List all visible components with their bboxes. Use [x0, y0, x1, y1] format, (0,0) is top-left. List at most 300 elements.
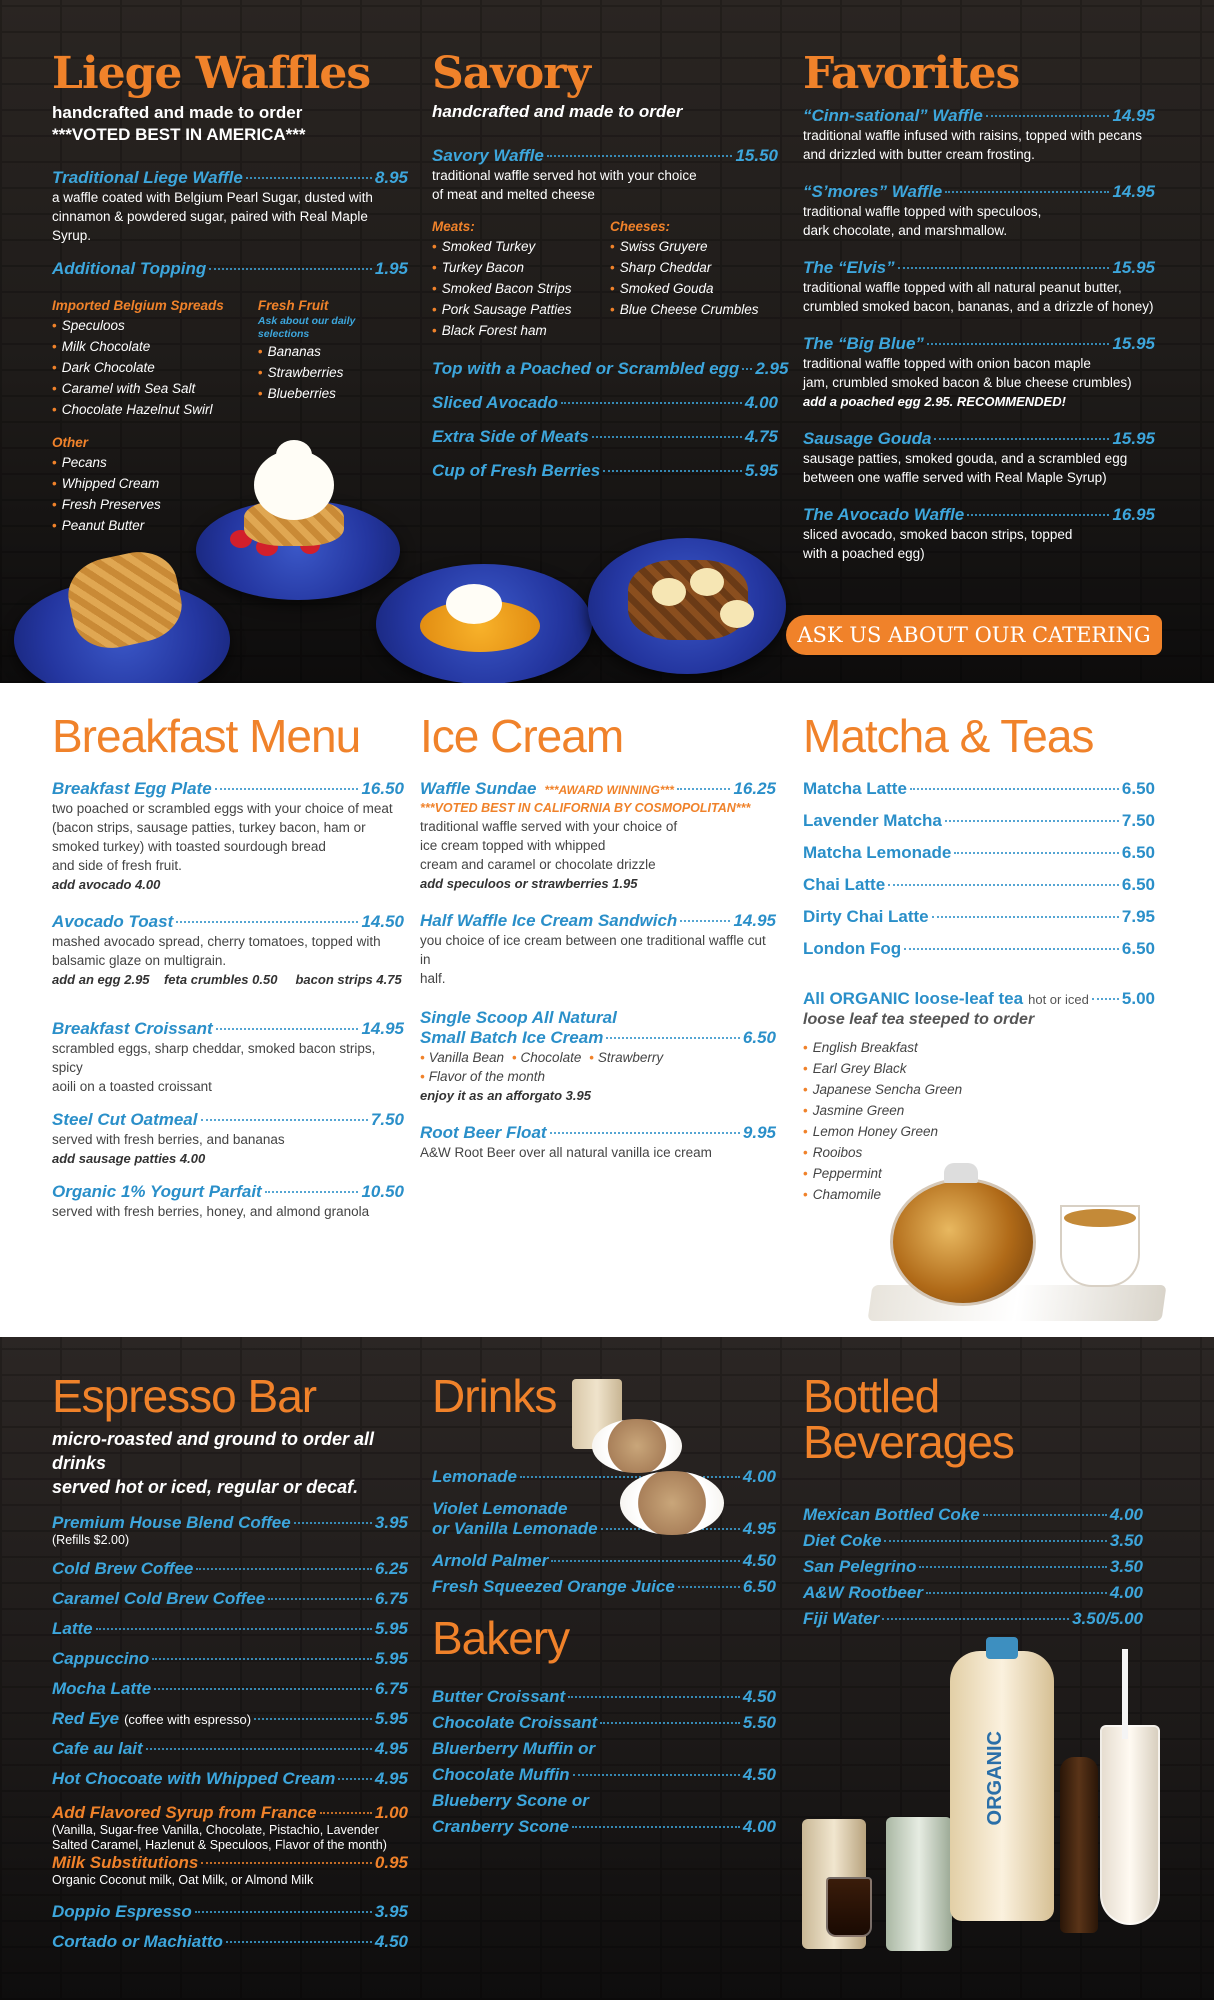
item-price: 4.50 — [742, 1551, 776, 1570]
menu-item-blueberry-scone[interactable] — [432, 1791, 776, 1811]
item-price: 14.50 — [361, 912, 404, 931]
menu-item-lemonade[interactable] — [432, 1467, 776, 1487]
menu-item-fiji-water[interactable] — [803, 1609, 1143, 1629]
organic-subtitle: loose leaf tea steeped to order — [803, 1011, 1035, 1028]
top-section — [0, 0, 1214, 683]
item-desc: two poached or scrambled eggs with your choice of meat — [52, 801, 393, 816]
milk-bottle-image — [950, 1651, 1054, 1921]
item-price: 3.95 — [374, 1513, 408, 1532]
item-name: A&W Rootbeer — [803, 1583, 923, 1602]
menu-item-aw-rootbeer[interactable] — [803, 1583, 1143, 1603]
item-desc: and side of fresh fruit. — [52, 858, 182, 873]
item-price: 1.00 — [374, 1803, 408, 1822]
list-item: • Rooibos — [803, 1142, 1155, 1163]
item-desc: Salted Caramel, Hazlenut & Speculoos, Flavor of the month) — [52, 1838, 387, 1852]
item-price: 4.00 — [742, 1467, 776, 1486]
breakfast-section — [52, 710, 404, 1221]
item-desc: A&W Root Beer over all natural vanilla ice cream — [420, 1145, 712, 1160]
item-desc: traditional waffle topped with speculoos, — [803, 204, 1042, 219]
flavor-month: • Flavor of the month — [420, 1069, 546, 1084]
menu-item-chocolate-muffin[interactable] — [432, 1765, 776, 1785]
menu-item-arnold-palmer[interactable] — [432, 1551, 776, 1571]
item-suffix: hot or iced — [1028, 992, 1089, 1007]
menu-item-ice-cream-sandwich[interactable] — [420, 911, 776, 931]
list-item: • Chamomile — [803, 1184, 1155, 1205]
other-title: Other — [52, 435, 89, 450]
item-name: The Avocado Waffle — [803, 505, 965, 524]
item-desc: and drizzled with butter cream frosting. — [803, 147, 1035, 162]
item-name: Extra Side of Meats — [432, 427, 589, 446]
item-desc: aoili on a toasted croissant — [52, 1079, 212, 1094]
item-name: Organic 1% Yogurt Parfait — [52, 1182, 262, 1201]
list-item: • Pork Sausage Patties — [432, 299, 610, 320]
fruit-list — [258, 341, 408, 404]
coffee-cup-image — [592, 1419, 682, 1473]
matcha-section — [803, 710, 1155, 1205]
menu-item-flavored-syrup[interactable] — [52, 1803, 408, 1823]
item-price: 15.95 — [1112, 258, 1155, 277]
item-name: Top with a Poached or Scrambled egg — [432, 359, 740, 378]
item-desc: between one waffle served with Real Maple Syrup) — [803, 470, 1107, 485]
item-name: Breakfast Egg Plate — [52, 779, 212, 798]
item-price: 15.50 — [735, 146, 778, 165]
item-desc: (Vanilla, Sugar-free Vanilla, Chocolate, Pistachio, Lavender — [52, 1823, 379, 1837]
item-name: Half Waffle Ice Cream Sandwich — [420, 911, 678, 930]
menu-item-meats[interactable] — [432, 427, 778, 447]
item-note: add a poached egg 2.95. RECOMMENDED! — [803, 394, 1066, 409]
item-name: Fresh Squeezed Orange Juice — [432, 1577, 675, 1596]
item-name: Sausage Gouda — [803, 429, 932, 448]
item-desc: a waffle coated with Belgium Pearl Sugar, dusted with — [52, 190, 373, 205]
item-price: 15.95 — [1112, 334, 1155, 353]
menu-item-orange-juice[interactable] — [432, 1577, 776, 1597]
meats-list — [432, 236, 610, 341]
item-price: 4.50 — [742, 1765, 776, 1784]
espresso-title: Espresso Bar — [52, 1370, 317, 1422]
bottled-title: Bottled Beverages — [803, 1370, 1014, 1468]
menu-item-egg[interactable] — [432, 359, 789, 379]
menu-item-sausage-gouda[interactable] — [803, 429, 1155, 449]
menu-item-matcha-latte[interactable] — [803, 779, 1155, 799]
item-desc: smoked turkey) with toasted sourdough bread — [52, 839, 326, 854]
list-item: • Jasmine Green — [803, 1100, 1155, 1121]
item-price: 16.50 — [361, 779, 404, 798]
item-extra: (coffee with espresso) — [124, 1712, 252, 1727]
item-desc: cinnamon & powdered sugar, paired with Real Maple Syrup. — [52, 209, 368, 243]
menu-item-oatmeal[interactable] — [52, 1110, 404, 1130]
item-name: Cafe au lait — [52, 1739, 143, 1758]
list-item: • Turkey Bacon — [432, 257, 610, 278]
milkshake-image — [1100, 1725, 1160, 1925]
item-price: 5.00 — [1121, 989, 1155, 1008]
item-price: 14.95 — [1112, 182, 1155, 201]
item-price: 3.50 — [1109, 1557, 1143, 1576]
item-name: The “Elvis” — [803, 258, 895, 277]
item-name: Additional Topping — [52, 259, 207, 278]
item-price: 7.50 — [370, 1110, 404, 1129]
list-item: • Sharp Cheddar — [610, 257, 759, 278]
menu-item-cinnsational[interactable] — [803, 106, 1155, 126]
item-price: 4.75 — [744, 427, 778, 446]
item-desc: crumbled smoked bacon, bananas, and a drizzle of honey) — [803, 299, 1154, 314]
item-name: Mexican Bottled Coke — [803, 1505, 980, 1524]
bottled-section — [803, 1370, 1143, 1629]
item-name: Bluerberry Muffin or — [432, 1739, 596, 1758]
list-item: • Japanese Sencha Green — [803, 1079, 1155, 1100]
menu-item-cortado[interactable] — [52, 1932, 408, 1952]
item-name: Root Beer Float — [420, 1123, 547, 1142]
menu-item-milk-substitutions[interactable] — [52, 1853, 408, 1873]
middle-section — [0, 683, 1214, 1337]
spreads-list — [52, 315, 246, 420]
item-name: or Vanilla Lemonade — [432, 1519, 598, 1538]
menu-item-house-blend[interactable] — [52, 1513, 408, 1533]
flavor: Strawberry — [597, 1050, 664, 1065]
item-name: All ORGANIC loose-leaf tea — [803, 989, 1024, 1008]
menu-item-red-eye[interactable] — [52, 1709, 408, 1729]
item-desc: traditional waffle infused with raisins, topped with pecans — [803, 128, 1142, 143]
menu-item-caramel-cold-brew[interactable] — [52, 1589, 408, 1609]
item-desc: mashed avocado spread, cherry tomatoes, topped with — [52, 934, 381, 949]
bottle-label: ORGANIC — [984, 1731, 1006, 1826]
item-price: 6.50 — [742, 1577, 776, 1596]
item-note: (Refills $2.00) — [52, 1533, 130, 1547]
list-item: • Blueberries — [258, 383, 408, 404]
item-price: 4.00 — [1109, 1505, 1143, 1524]
list-item: • Smoked Bacon Strips — [432, 278, 610, 299]
glass-image — [826, 1877, 872, 1937]
list-item: • Dark Chocolate — [52, 357, 246, 378]
list-item: • Milk Chocolate — [52, 336, 246, 357]
meats-title: Meats: — [432, 219, 475, 234]
item-name: Matcha Lemonade — [803, 843, 952, 862]
item-name: Fiji Water — [803, 1609, 880, 1628]
item-name: Cranberry Scone — [432, 1817, 569, 1836]
menu-item-london-fog[interactable] — [803, 939, 1155, 959]
menu-item-small-batch[interactable] — [420, 1028, 776, 1048]
item-price: 3.50 — [1109, 1531, 1143, 1550]
list-item: • Whipped Cream — [52, 473, 408, 494]
item-name: Dirty Chai Latte — [803, 907, 929, 926]
item-price: 7.95 — [1121, 907, 1155, 926]
item-price: 6.75 — [374, 1589, 408, 1608]
item-name: Sliced Avocado — [432, 393, 558, 412]
item-name: Caramel Cold Brew Coffee — [52, 1589, 266, 1608]
menu-item-cranberry-scone[interactable] — [432, 1817, 776, 1837]
menu-item-latte[interactable] — [52, 1619, 408, 1639]
list-item: • Peppermint — [803, 1163, 1155, 1184]
item-name: Single Scoop All Natural — [420, 1008, 617, 1027]
menu-item-cold-brew[interactable] — [52, 1559, 408, 1579]
espresso-section — [52, 1370, 408, 1952]
liege-subtitle: handcrafted and made to order — [52, 103, 303, 122]
menu-item-violet-lemonade[interactable] — [432, 1499, 776, 1519]
item-price: 5.95 — [744, 461, 778, 480]
item-name: Blueberry Scone or — [432, 1791, 589, 1810]
menu-item-avocado[interactable] — [432, 393, 778, 413]
savory-section — [432, 48, 789, 481]
item-desc: balsamic glaze on multigrain. — [52, 953, 227, 968]
item-price: 3.95 — [374, 1902, 408, 1921]
item-desc: cream and caramel or chocolate drizzle — [420, 857, 656, 872]
item-price: 4.95 — [374, 1769, 408, 1788]
list-item: • Black Forest ham — [432, 320, 610, 341]
fruit-title: Fresh Fruit — [257, 298, 329, 313]
espresso-subtitle-2: served hot or iced, regular or decaf. — [52, 1477, 359, 1497]
fruit-note: Ask about our daily selections — [257, 315, 356, 340]
item-price: 5.95 — [374, 1649, 408, 1668]
item-desc: traditional waffle served hot with your choice — [432, 168, 697, 183]
menu-item-doppio[interactable] — [52, 1902, 408, 1922]
list-item: • Lemon Honey Green — [803, 1121, 1155, 1142]
item-desc: sliced avocado, smoked bacon strips, topped — [803, 527, 1073, 542]
menu-item-avocado-waffle[interactable] — [803, 505, 1155, 525]
item-desc: dark chocolate, and marshmallow. — [803, 223, 1008, 238]
item-desc: traditional waffle served with your choice of — [420, 819, 678, 834]
item-name: San Pelegrino — [803, 1557, 917, 1576]
item-desc: you choice of ice cream between one traditional waffle cut in — [420, 933, 766, 967]
item-price: 5.95 — [374, 1619, 408, 1638]
menu-item-san-pelegrino[interactable] — [803, 1557, 1143, 1577]
item-name: Cappuccino — [52, 1649, 150, 1668]
menu-item-dirty-chai[interactable] — [803, 907, 1155, 927]
list-item: • Caramel with Sea Salt — [52, 378, 246, 399]
menu-item-hot-chocolate[interactable] — [52, 1769, 408, 1789]
item-price: 10.50 — [361, 1182, 404, 1201]
item-name: Cup of Fresh Berries — [432, 461, 601, 480]
menu-item-cafe-au-lait[interactable] — [52, 1739, 408, 1759]
liege-title: Liege Waffles — [52, 48, 371, 99]
item-desc: of meat and melted cheese — [432, 187, 595, 202]
list-item: • Fresh Preserves — [52, 494, 408, 515]
list-item: • Chocolate Hazelnut Swirl — [52, 399, 246, 420]
menu-item-croissant[interactable] — [52, 1019, 404, 1039]
savory-title: Savory — [432, 48, 590, 99]
item-desc: jam, crumbled smoked bacon & blue cheese crumbles) — [803, 375, 1132, 390]
item-note: add sausage patties 4.00 — [52, 1151, 206, 1166]
flavor: Vanilla Bean — [428, 1050, 505, 1065]
matcha-title: Matcha & Teas — [803, 710, 1094, 762]
icecream-section — [420, 710, 776, 1162]
list-item: • Earl Grey Black — [803, 1058, 1155, 1079]
list-item: • Peanut Butter — [52, 515, 408, 536]
item-name: Violet Lemonade — [432, 1499, 568, 1518]
menu-item-diet-coke[interactable] — [803, 1531, 1143, 1551]
menu-item-avocado-toast[interactable] — [52, 912, 404, 932]
item-name: Diet Coke — [803, 1531, 882, 1550]
item-price: 16.25 — [733, 779, 776, 798]
cheeses-title: Cheeses: — [610, 219, 671, 234]
item-desc: with a poached egg) — [803, 546, 925, 561]
breakfast-title: Breakfast Menu — [52, 710, 361, 762]
item-name: The “Big Blue” — [803, 334, 924, 353]
item-name: Chai Latte — [803, 875, 886, 894]
item-name: Mocha Latte — [52, 1679, 152, 1698]
menu-item-lavender-matcha[interactable] — [803, 811, 1155, 831]
item-price: 6.50 — [1121, 779, 1155, 798]
menu-item-butter-croissant[interactable] — [432, 1687, 776, 1707]
menu-item-single-scoop[interactable] — [420, 1008, 776, 1028]
item-price: 5.95 — [374, 1709, 408, 1728]
item-desc: half. — [420, 971, 446, 986]
menu-item-vanilla-lemonade[interactable] — [432, 1519, 776, 1539]
menu-item-egg-plate[interactable] — [52, 779, 404, 799]
item-name: Lemonade — [432, 1467, 518, 1486]
list-item: • English Breakfast — [803, 1037, 1155, 1058]
tin-image — [886, 1817, 952, 1951]
item-price: 4.00 — [744, 393, 778, 412]
item-name: Lavender Matcha — [803, 811, 942, 830]
item-desc: scrambled eggs, sharp cheddar, smoked bacon strips, spicy — [52, 1041, 376, 1075]
bottle-cap — [986, 1637, 1018, 1659]
item-name: Avocado Toast — [52, 912, 174, 931]
straw-image — [1122, 1649, 1128, 1739]
item-price: 7.50 — [1121, 811, 1155, 830]
beer-bottle-image — [1060, 1757, 1098, 1933]
menu-item-matcha-lemonade[interactable] — [803, 843, 1155, 863]
voted-badge: ***VOTED BEST IN CALIFORNIA BY COSMOPOLITAN*** — [420, 801, 751, 815]
item-name: Latte — [52, 1619, 93, 1638]
menu-item-blueberry-muffin[interactable] — [432, 1739, 776, 1759]
item-price: 8.95 — [374, 168, 408, 187]
bakery-title: Bakery — [432, 1612, 570, 1664]
list-item: • Bananas — [258, 341, 408, 362]
item-name: Milk Substitutions — [52, 1853, 199, 1872]
liege-waffles-section — [52, 48, 408, 536]
favorites-section — [803, 48, 1155, 563]
menu-item-mocha-latte[interactable] — [52, 1679, 408, 1699]
cheeses-list — [610, 236, 759, 320]
item-price: 15.95 — [1112, 429, 1155, 448]
flavor: Chocolate — [520, 1050, 582, 1065]
item-price: 6.50 — [742, 1028, 776, 1047]
item-desc: ice cream topped with whipped — [420, 838, 606, 853]
item-name: Waffle Sundae — [420, 779, 537, 798]
item-name: “S’mores” Waffle — [803, 182, 943, 201]
award-badge: ***AWARD WINNING*** — [544, 783, 674, 797]
item-note: add speculoos or strawberries 1.95 — [420, 876, 638, 891]
item-desc: traditional waffle topped with onion bacon maple — [803, 356, 1091, 371]
list-item: • Smoked Gouda — [610, 278, 759, 299]
item-price: 16.95 — [1112, 505, 1155, 524]
espresso-subtitle: micro-roasted and ground to order all drinks — [52, 1429, 375, 1473]
item-desc: served with fresh berries, honey, and almond granola — [52, 1204, 370, 1219]
item-name: Premium House Blend Coffee — [52, 1513, 291, 1532]
item-name: Hot Chocoate with Whipped Cream — [52, 1769, 336, 1788]
item-price: 6.25 — [374, 1559, 408, 1578]
item-desc: Organic Coconut milk, Oat Milk, or Almond Milk — [52, 1873, 314, 1887]
item-note: enjoy it as an afforgato 3.95 — [420, 1088, 591, 1103]
favorites-title: Favorites — [803, 48, 1020, 99]
item-price: 14.95 — [733, 911, 776, 930]
item-desc: served with fresh berries, and bananas — [52, 1132, 285, 1147]
menu-item-organic-tea[interactable] — [803, 989, 1155, 1009]
item-price: 14.95 — [1112, 106, 1155, 125]
item-name: Arnold Palmer — [432, 1551, 549, 1570]
liege-voted: ***VOTED BEST IN AMERICA*** — [52, 125, 306, 144]
list-item: • Swiss Gruyere — [610, 236, 759, 257]
menu-item-waffle-sundae[interactable] — [420, 779, 776, 799]
menu-item-savory-waffle[interactable] — [432, 146, 778, 166]
item-name: Breakfast Croissant — [52, 1019, 213, 1038]
list-item: • Blue Cheese Crumbles — [610, 299, 759, 320]
menu-item-big-blue[interactable] — [803, 334, 1155, 354]
menu-item-chocolate-croissant[interactable] — [432, 1713, 776, 1733]
item-name: Matcha Latte — [803, 779, 907, 798]
item-name: Cold Brew Coffee — [52, 1559, 194, 1578]
item-price: 1.95 — [374, 259, 408, 278]
menu-item-berries[interactable] — [432, 461, 778, 481]
teapot-image — [890, 1178, 1036, 1306]
item-note: add an egg 2.95 feta crumbles 0.50 bacon strips 4.75 — [52, 972, 402, 987]
item-name: Chocolate Muffin — [432, 1765, 570, 1784]
menu-item-parfait[interactable] — [52, 1182, 404, 1202]
item-price: 4.50 — [374, 1932, 408, 1951]
savory-subtitle: handcrafted and made to order — [432, 102, 683, 121]
item-price: 9.95 — [742, 1123, 776, 1142]
item-desc: (bacon strips, sausage patties, turkey bacon, ham or — [52, 820, 366, 835]
item-price: 4.50 — [742, 1687, 776, 1706]
item-name: London Fog — [803, 939, 902, 958]
item-price: 6.75 — [374, 1679, 408, 1698]
item-name: Savory Waffle — [432, 146, 544, 165]
catering-banner[interactable]: ASK US ABOUT OUR CATERING — [786, 615, 1162, 655]
item-price: 3.50/5.00 — [1072, 1609, 1143, 1628]
menu-item-cappuccino[interactable] — [52, 1649, 408, 1669]
item-name: Small Batch Ice Cream — [420, 1028, 604, 1047]
menu-item-smores[interactable] — [803, 182, 1155, 202]
item-name: Cortado or Machiatto — [52, 1932, 223, 1951]
menu-item-traditional-liege[interactable] — [52, 168, 408, 188]
item-price: 6.50 — [1121, 875, 1155, 894]
menu-item-chai-latte[interactable] — [803, 875, 1155, 895]
item-price: 4.95 — [374, 1739, 408, 1758]
item-price: 14.95 — [361, 1019, 404, 1038]
menu-item-additional-topping[interactable] — [52, 259, 408, 279]
item-name: Doppio Espresso — [52, 1902, 192, 1921]
item-price: 6.50 — [1121, 843, 1155, 862]
item-name: “Cinn-sational” Waffle — [803, 106, 983, 125]
item-desc: traditional waffle topped with all natural peanut butter, — [803, 280, 1122, 295]
drinks-title: Drinks — [432, 1370, 557, 1422]
item-price: 0.95 — [374, 1853, 408, 1872]
item-price: 2.95 — [755, 359, 789, 378]
item-name: Add Flavored Syrup from France — [52, 1803, 317, 1822]
menu-item-elvis[interactable] — [803, 258, 1155, 278]
item-price: 4.00 — [742, 1817, 776, 1836]
item-price: 6.50 — [1121, 939, 1155, 958]
item-note: add avocado 4.00 — [52, 877, 161, 892]
icecream-title: Ice Cream — [420, 710, 624, 762]
list-item: • Speculoos — [52, 315, 246, 336]
list-item: • Strawberries — [258, 362, 408, 383]
menu-item-mexican-coke[interactable] — [803, 1505, 1143, 1525]
menu-item-root-beer-float[interactable] — [420, 1123, 776, 1143]
item-name: Steel Cut Oatmeal — [52, 1110, 198, 1129]
item-desc: sausage patties, smoked gouda, and a scrambled egg — [803, 451, 1128, 466]
item-name: Chocolate Croissant — [432, 1713, 598, 1732]
list-item: • Smoked Turkey — [432, 236, 610, 257]
item-name: Red Eye — [52, 1709, 120, 1728]
list-item: • Pecans — [52, 452, 408, 473]
item-name: Traditional Liege Waffle — [52, 168, 243, 187]
item-price: 4.00 — [1109, 1583, 1143, 1602]
item-name: Butter Croissant — [432, 1687, 566, 1706]
spreads-title: Imported Belgium Spreads — [52, 298, 224, 313]
item-price: 4.95 — [742, 1519, 776, 1538]
tray-image — [867, 1285, 1166, 1321]
item-price: 5.50 — [742, 1713, 776, 1732]
